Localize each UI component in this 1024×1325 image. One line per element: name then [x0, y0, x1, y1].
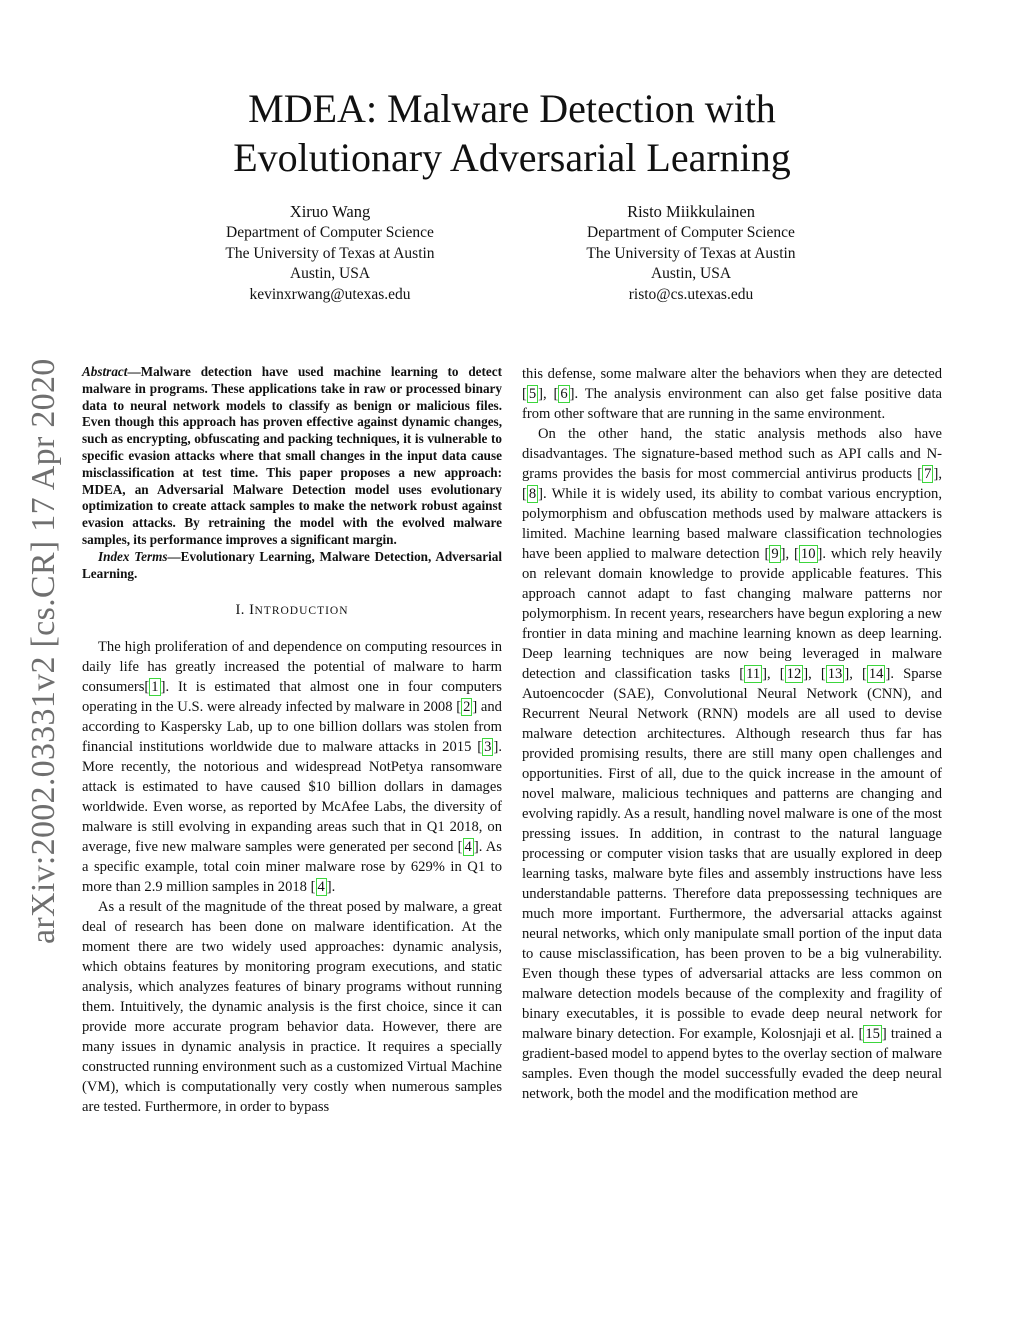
- citation-link[interactable]: 3: [484, 739, 492, 756]
- citation-link[interactable]: 1: [151, 679, 159, 696]
- author-name: Xiruo Wang: [289, 202, 371, 221]
- text-run: .: [331, 879, 336, 896]
- text-run: ,: [849, 666, 862, 682]
- author-department: Department of Computer Science: [226, 224, 434, 241]
- arxiv-watermark: arXiv:2002.03331v2 [cs.CR] 17 Apr 2020: [25, 358, 62, 944]
- right-column: [522, 364, 942, 1104]
- text-run: . The analysis environment can also get false positive data from other software that are running in the same environment.: [522, 386, 943, 422]
- citation-link[interactable]: 12: [786, 666, 802, 682]
- left-column: [82, 364, 502, 1117]
- text-run: ,: [938, 466, 942, 482]
- text-run: trained a gradient-based model to append bytes to the overlay section of malware samples. Even though the model successfully evaded the deep neural network, both the model and the modification method are: [522, 1026, 943, 1102]
- text-run: . As a specific example, total coin miner malware rose by 629% in Q1 to more than 2.9 million samples in 2018: [82, 839, 502, 896]
- abstract-label: Abstract: [82, 364, 128, 379]
- text-run: . While it is widely used, its ability to combat various encryption, polymorphism and obfuscation methods used by malware attackers is limited. Machine learning based malware classification technologies have been applied to malware detection: [522, 486, 942, 562]
- author-email: risto@cs.utexas.edu: [628, 285, 754, 303]
- index-terms: [82, 549, 502, 583]
- citation-link[interactable]: 6: [560, 386, 568, 402]
- intro-paragraph-1: The high proliferation of and dependence on computing resources in daily life has greatly increased the potential of malware to harm consumers[ 1 ]. It is estimated that almost one in four computers operating in the U.S. were already infected by malware in 2008 [ 2 ] and according to Kaspersky Lab, up to one billion dollars was stolen from financial institutions worldwide due to malware attacks in 2015 [ 3 ]. More recently, the notorious and widespread NotPetya ransomware attack is estimated to have caused $10 billion dollars in damages worldwide. Even worse, as reported by McAfee Labs, the diversity of malware is still evolving in expanding areas such that in Q1 2018, on average, five new malware samples were generated per second [ 4 ]. As a specific example, total coin miner malware rose by 629% in Q1 to more than 2.9 million samples in 2018 [ 4 ].: [82, 639, 502, 896]
- citation-link[interactable]: 10: [800, 546, 816, 562]
- citation-link[interactable]: 7: [924, 466, 932, 482]
- text-run: and according to Kaspersky Lab, up to one billion dollars was stolen from financial institutions worldwide due to malware attacks in 2015: [82, 699, 502, 756]
- text-run: ,: [785, 546, 795, 562]
- text-run: . It is estimated that almost one in four computers operating in the U.S. were already infected by malware in 2008: [82, 679, 502, 716]
- citation-link[interactable]: 2: [463, 699, 471, 716]
- citation-link[interactable]: 14: [868, 666, 884, 682]
- intro-paragraph-2: As a result of the magnitude of the threat posed by malware, a great deal of research has been done on malware identification. At the moment there are two widely used approaches: dynamic analysis, which obtains features by monitoring program executions, and static analysis, which analyzes features of binary programs without running them. Intuitively, the dynamic analysis is the first choice, since it can provide more accurate program behavior data. However, there are many issues in dynamic analysis in practice. It requires a specially constructed running environment such as a customized Virtual Machine (VM), which is computationally very costly when numerous samples are tested. Furthermore, in order to bypass: [82, 899, 502, 1116]
- section-first-letter: I: [249, 602, 255, 619]
- title-line-2: Evolutionary Adversarial Learning: [233, 135, 791, 180]
- citation-link[interactable]: 4: [464, 839, 472, 856]
- paper-title: [112, 84, 912, 182]
- text-run: ,: [808, 666, 821, 682]
- author-location: Austin, USA: [650, 265, 732, 283]
- abstract: [82, 364, 502, 549]
- author-name: Risto Miikkulainen: [627, 202, 755, 221]
- text-run: ,: [767, 666, 780, 682]
- section-title-rest: NTRODUCTION: [254, 605, 349, 618]
- text-run: . More recently, the notorious and widespread NotPetya ransomware attack is estimated to have caused $10 billion dollars in damages worldwide. Even worse, as reported by McAfee Labs, the diversity of malware is still evolving in expanding areas such that in Q1 2018, on average, five new malware samples were generated per second: [82, 739, 502, 856]
- author-department: Department of Computer Science: [587, 224, 795, 241]
- author-block-2: [541, 201, 841, 305]
- text-run: On the other hand, the static analysis methods also have disadvantages. The signature-based method such as API calls and N-grams provides the basis for most commercial antivirus products: [522, 426, 942, 482]
- author-university: The University of Texas at Austin: [225, 244, 435, 262]
- author-block-1: [180, 201, 480, 305]
- citation-link[interactable]: 13: [827, 666, 843, 682]
- author-university: The University of Texas at Austin: [586, 244, 796, 262]
- author-location: Austin, USA: [289, 265, 371, 283]
- title-line-1: MDEA: Malware Detection with: [248, 86, 776, 131]
- text-run: ,: [543, 386, 554, 402]
- citation-link[interactable]: 11: [746, 666, 761, 682]
- index-terms-label: Index Terms: [98, 548, 168, 564]
- citation-link[interactable]: 8: [528, 486, 537, 502]
- abstract-text: —Malware detection have used machine learning to detect malware in programs. These applications take in raw or processed binary data to neural network models to classify as benign or malicious files. Even though this approach has proven effective against dynamic changes, such as encrypting, obfuscating and packing techniques, it is vulnerable to specific evasion attacks where that small changes in the input data cause misclassification at test time. This paper proposes a new approach: MDEA, an Adversarial Malware Detection model uses evolutionary optimization to create attack samples to make the network robust against evasion attacks. By retraining the model with the evolved malware samples, its performance improves a significant margin.: [82, 364, 502, 547]
- citation-link[interactable]: 5: [528, 386, 537, 402]
- citation-link[interactable]: 4: [317, 879, 325, 896]
- section-heading-introduction: [82, 600, 502, 621]
- index-terms-text: —Evolutionary Learning, Malware Detection, Adversarial Learning.: [82, 548, 502, 581]
- text-run: . which rely heavily on relevant domain knowledge to provide applicable features. This approach cannot adapt to fast changing malware patterns nor polymorphism. In recent years, researchers have begun exploring a new frontier in data mining and machine learning known as deep learning. Deep learning techniques are now being leveraged in malware detection and classification tasks: [522, 546, 943, 682]
- intro-paragraph-4: On the other hand, the static analysis methods also have disadvantages. The signature-based method such as API calls and N-grams provides the basis for most commercial antivirus products [ 7 ], [ 8 ]. While it is widely used, its ability to combat various encryption, polymorphism and obfuscation methods used by malware attackers is limited. Machine learning based malware classification technologies have been applied to malware detection [ 9 ], [ 10 ]. which rely heavily on relevant domain knowledge to provide applicable features. This approach cannot adapt to fast changing malware patterns nor polymorphism. In recent years, researchers have begun exploring a new frontier in data mining and machine learning known as deep learning. Deep learning techniques are now being leveraged in malware detection and classification tasks [ 11 ], [ 12 ], [ 13 ], [ 14 ]. Sparse Autoencocder (SAE), Convolutional Neural Network (CNN), and Recurrent Neural Network (RNN) models are all used to devise malware detection architectures. Although research thus far has provided promising results, there are still many open challenges and opportunities. First of all, due to the quick increase in the amount of novel malware, malicious techniques and patterns are changing and evolving rapidly. As a result, handling novel malware is one of the most pressing issues. In addition, in contrast to the natural language processing or computer vision tasks that are usually explored in deep learning tasks, malware byte files and assembly instructions have less understandable patterns. Therefore data prepossessing techniques are much more important. Furthermore, the adversarial attacks against neural networks, which only manipulate small portion of the input data to cause misclassification, has been proven to be a big vulnerability. Even though these types of adversarial attacks are less common on malware detection models because of the complexity and fragility of binary executables, it is possible to evade deep neural network for malware binary detection. For example, Kolosnjaji et al. [ 15 ] trained a gradient-based model to append bytes to the overlay section of malware samples. Even though the model successfully evaded the deep neural network, both the model and the modification method are: [522, 426, 943, 1102]
- text-run: The high proliferation of and dependence on computing resources in daily life has greatly increased the potential of malware to harm consumers: [82, 639, 502, 696]
- intro-paragraph-3: this defense, some malware alter the behaviors when they are detected [ 5 ], [ 6 ]. The analysis environment can also get false positive data from other software that are running in the same environment.: [522, 366, 943, 422]
- section-number: I.: [235, 602, 250, 619]
- author-email: kevinxrwang@utexas.edu: [249, 285, 411, 303]
- text-run: this defense, some malware alter the behaviors when they are detected: [522, 366, 942, 382]
- citation-link[interactable]: 15: [865, 1026, 880, 1042]
- citation-link[interactable]: 9: [771, 546, 779, 562]
- text-run: . Sparse Autoencocder (SAE), Convolutional Neural Network (CNN), and Recurrent Neural Network (RNN) models are all used to devise malware detection architectures. Although research thus far has provided promising results, there are still many open challenges and opportunities. First of all, due to the quick increase in the amount of novel malware, malicious techniques and patterns are changing and evolving rapidly. As a result, handling novel malware is one of the most pressing issues. In addition, in contrast to the natural language processing or computer vision tasks that are usually explored in deep learning tasks, malware byte files and assembly instructions have less understandable patterns. Therefore data prepossessing techniques are much more important. Furthermore, the adversarial attacks against neural networks, which only manipulate small portion of the input data to cause misclassification, has been proven to be a big vulnerability. Even though these types of adversarial attacks are less common on malware detection models because of the complexity and fragility of binary executables, it is possible to evade deep neural network for malware binary detection. For example, Kolosnjaji et al.: [522, 666, 942, 1042]
